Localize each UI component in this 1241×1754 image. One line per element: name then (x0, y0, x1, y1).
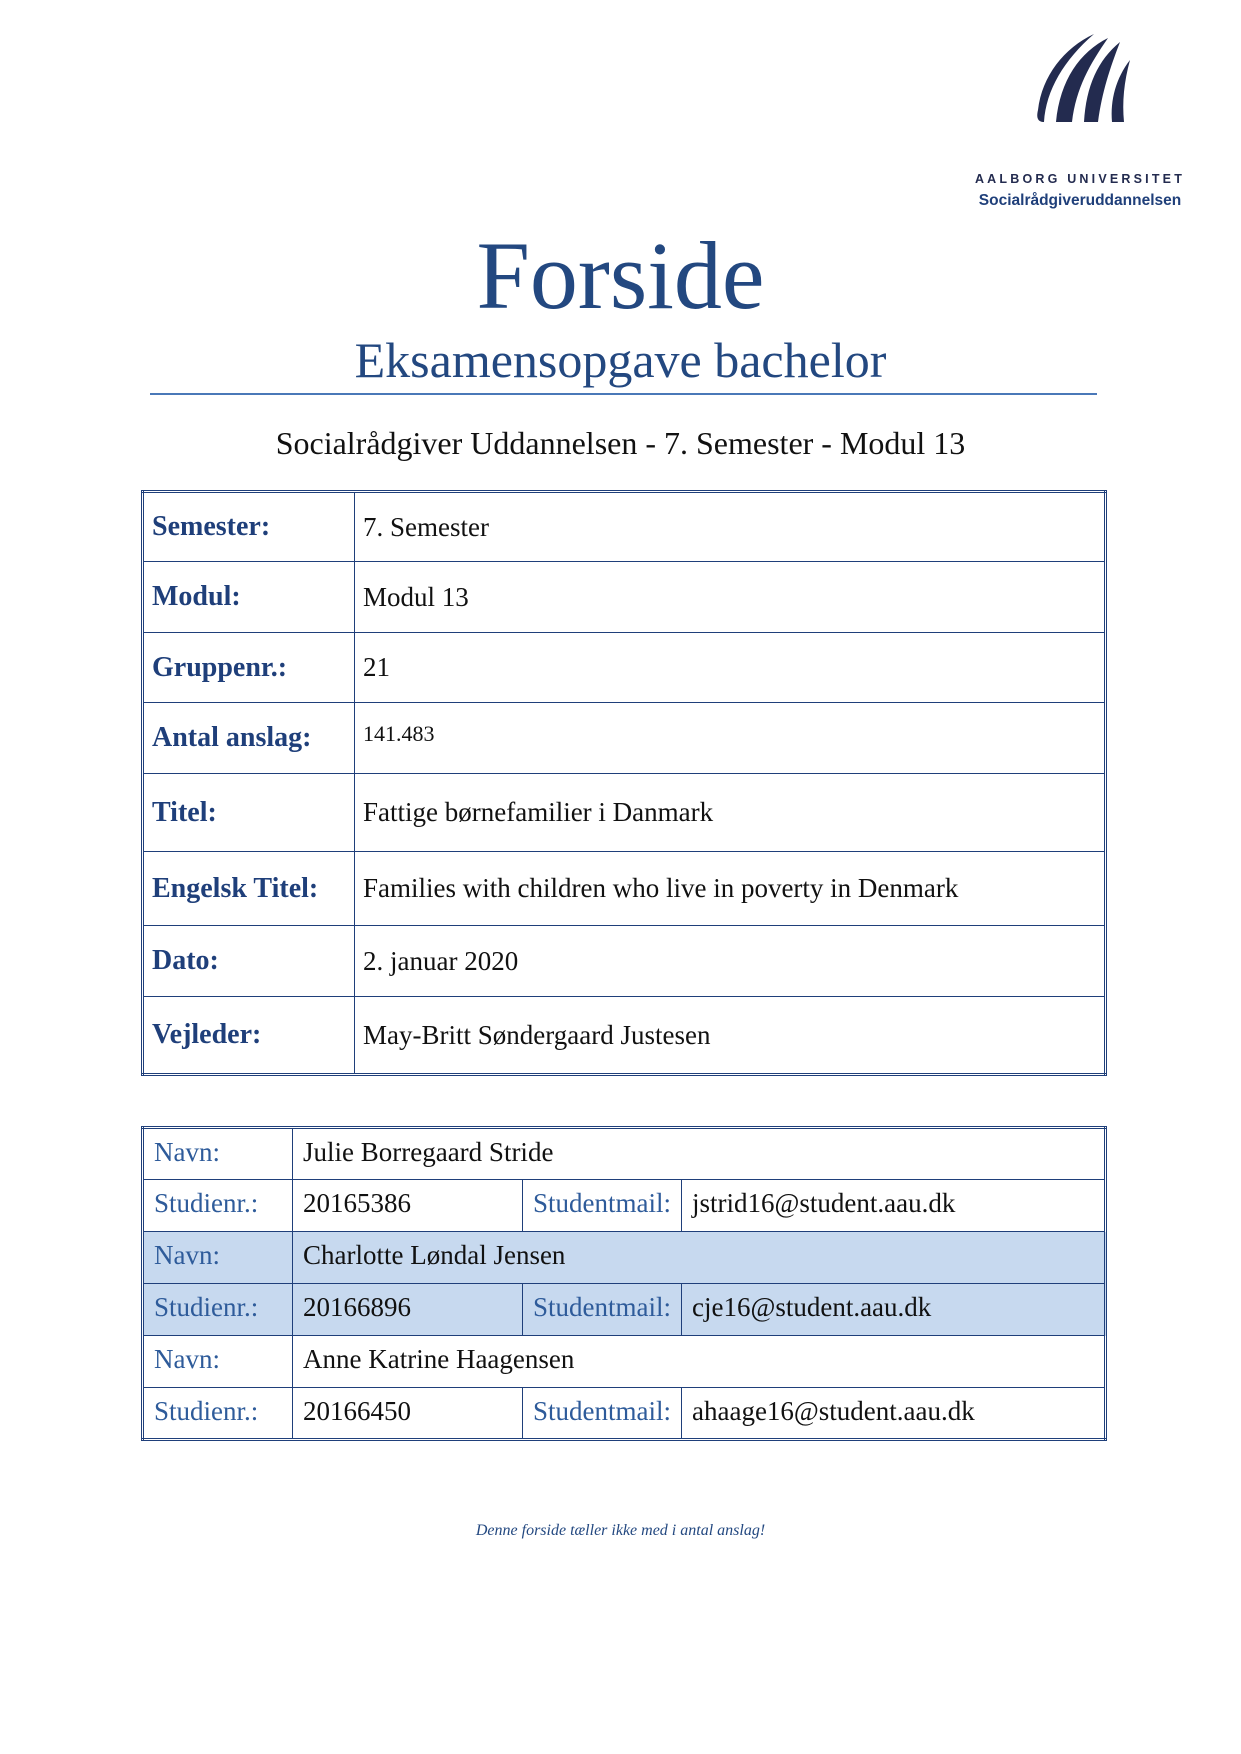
page-title: Forside (476, 222, 765, 329)
student-id: 20165386 (293, 1180, 523, 1232)
student-name-row (143, 1336, 1106, 1388)
student-name: Julie Borregaard Stride (293, 1128, 1106, 1180)
info-value: Fattige børnefamilier i Danmark (355, 774, 1106, 852)
info-row-engelsk-titel (143, 852, 1106, 926)
student-id: 20166896 (293, 1284, 523, 1336)
page-subtitle: Eksamensopgave bachelor (354, 332, 887, 388)
id-label: Studienr.: (143, 1284, 293, 1336)
info-table (141, 490, 1107, 1076)
department-name: Socialrådgiveruddannelsen (978, 192, 1182, 209)
info-value: 7. Semester (355, 492, 1106, 562)
student-mail: ahaage16@student.aau.dk (682, 1388, 1106, 1440)
mail-label: Studentmail: (523, 1180, 682, 1232)
info-label: Gruppenr.: (143, 633, 355, 703)
student-id: 20166450 (293, 1388, 523, 1440)
student-id-row (143, 1284, 1106, 1336)
info-value: 21 (355, 633, 1106, 703)
info-row-anslag (143, 703, 1106, 774)
mail-label: Studentmail: (523, 1388, 682, 1440)
info-row-modul (143, 562, 1106, 633)
info-value: Modul 13 (355, 562, 1106, 633)
info-row-titel (143, 774, 1106, 852)
university-logo (960, 30, 1200, 220)
info-label: Engelsk Titel: (143, 852, 355, 926)
info-label: Modul: (143, 562, 355, 633)
info-row-vejleder (143, 997, 1106, 1075)
student-name: Charlotte Løndal Jensen (293, 1232, 1106, 1284)
name-label: Navn: (143, 1128, 293, 1180)
info-label: Titel: (143, 774, 355, 852)
info-label: Vejleder: (143, 997, 355, 1075)
student-id-row (143, 1388, 1106, 1440)
info-value: 141.483 (355, 703, 1106, 774)
student-id-row (143, 1180, 1106, 1232)
student-name-row (143, 1128, 1106, 1180)
students-table (141, 1126, 1107, 1441)
info-label: Semester: (143, 492, 355, 562)
info-row-semester (143, 492, 1106, 562)
student-name: Anne Katrine Haagensen (293, 1336, 1106, 1388)
title-divider (150, 393, 1097, 395)
student-name-row (143, 1232, 1106, 1284)
footer-note: Denne forside tæller ikke med i antal anslag! (475, 1522, 766, 1539)
student-mail: jstrid16@student.aau.dk (682, 1180, 1106, 1232)
info-row-dato (143, 926, 1106, 997)
info-label: Antal anslag: (143, 703, 355, 774)
id-label: Studienr.: (143, 1388, 293, 1440)
info-row-gruppenr (143, 633, 1106, 703)
mail-label: Studentmail: (523, 1284, 682, 1336)
student-mail: cje16@student.aau.dk (682, 1284, 1106, 1336)
id-label: Studienr.: (143, 1180, 293, 1232)
course-line: Socialrådgiver Uddannelsen - 7. Semester - Modul 13 (275, 425, 966, 461)
info-value: 2. januar 2020 (355, 926, 1106, 997)
info-label: Dato: (143, 926, 355, 997)
name-label: Navn: (143, 1232, 293, 1284)
name-label: Navn: (143, 1336, 293, 1388)
aau-wave-logo-icon (1020, 30, 1140, 150)
info-value: May-Britt Søndergaard Justesen (355, 997, 1106, 1075)
info-value: Families with children who live in poverty in Denmark (355, 852, 1106, 926)
university-name: AALBORG UNIVERSITET (974, 172, 1186, 186)
